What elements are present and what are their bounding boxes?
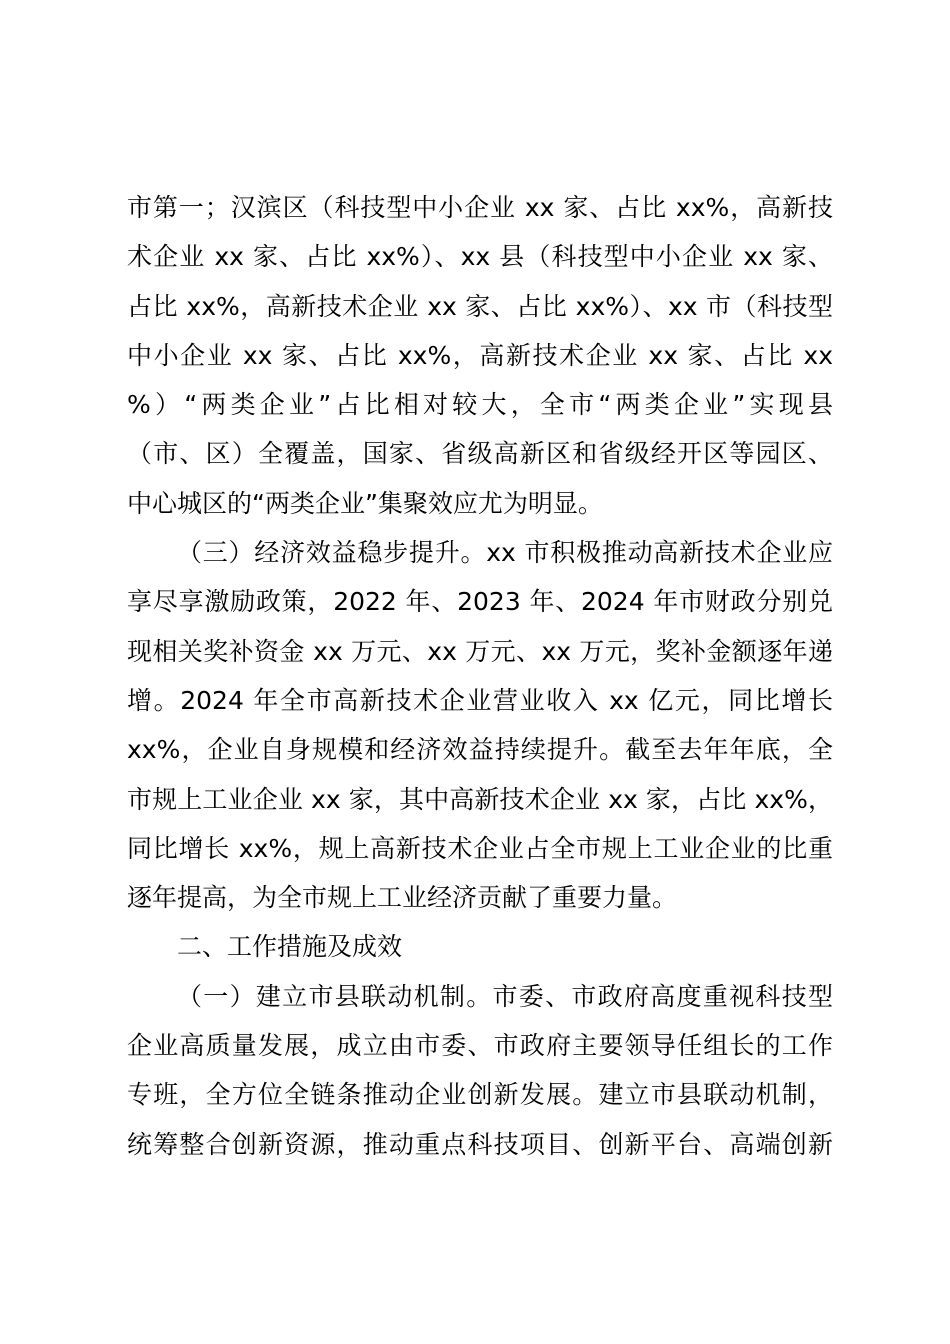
text-line: 中心城区的“两类企业”集聚效应尤为明显。	[127, 488, 603, 518]
text-line: 同比增长 xx%，规上高新技术企业占全市规上工业企业的比重	[127, 833, 833, 863]
paragraph-economic-benefits	[127, 528, 833, 922]
text-line: %）“两类企业”占比相对较大，全市“两类企业”实现县	[127, 390, 833, 420]
text-line: xx%，企业自身规模和经济效益持续提升。截至去年年底，全	[127, 735, 833, 765]
text-line: 占比 xx%，高新技术企业 xx 家、占比 xx%）、xx 市（科技型	[127, 291, 833, 321]
document-body	[127, 183, 833, 1169]
text-line: （一）建立市县联动机制。市委、市政府高度重视科技型	[177, 981, 833, 1011]
section-heading-text: 二、工作措施及成效	[177, 932, 403, 962]
text-line: （市、区）全覆盖，国家、省级高新区和省级经开区等园区、	[127, 439, 833, 469]
text-line: 术企业 xx 家、占比 xx%）、xx 县（科技型中小企业 xx 家、	[127, 242, 833, 272]
text-line: 市规上工业企业 xx 家，其中高新技术企业 xx 家，占比 xx%，	[127, 784, 833, 814]
section-heading	[127, 922, 833, 971]
paragraph-linkage-mechanism	[127, 972, 833, 1169]
text-line: 中小企业 xx 家、占比 xx%，高新技术企业 xx 家、占比 xx	[127, 340, 833, 370]
text-line: 增。2024 年全市高新技术企业营业收入 xx 亿元，同比增长	[127, 685, 833, 715]
text-line: 享尽享激励政策，2022 年、2023 年、2024 年市财政分别兑	[127, 587, 833, 617]
text-line: 企业高质量发展，成立由市委、市政府主要领导任组长的工作	[127, 1031, 833, 1061]
text-line: 专班，全方位全链条推动企业创新发展。建立市县联动机制，	[127, 1080, 833, 1110]
text-line: 市第一；汉滨区（科技型中小企业 xx 家、占比 xx%，高新技	[127, 193, 833, 222]
text-line: （三）经济效益稳步提升。xx 市积极推动高新技术企业应	[177, 538, 833, 568]
text-line: 逐年提高，为全市规上工业经济贡献了重要力量。	[127, 883, 678, 913]
paragraph-continued-distribution	[127, 183, 833, 528]
text-line: 统筹整合创新资源，推动重点科技项目、创新平台、高端创新	[127, 1129, 833, 1159]
text-line: 现相关奖补资金 xx 万元、xx 万元、xx 万元，奖补金额逐年递	[127, 636, 833, 666]
